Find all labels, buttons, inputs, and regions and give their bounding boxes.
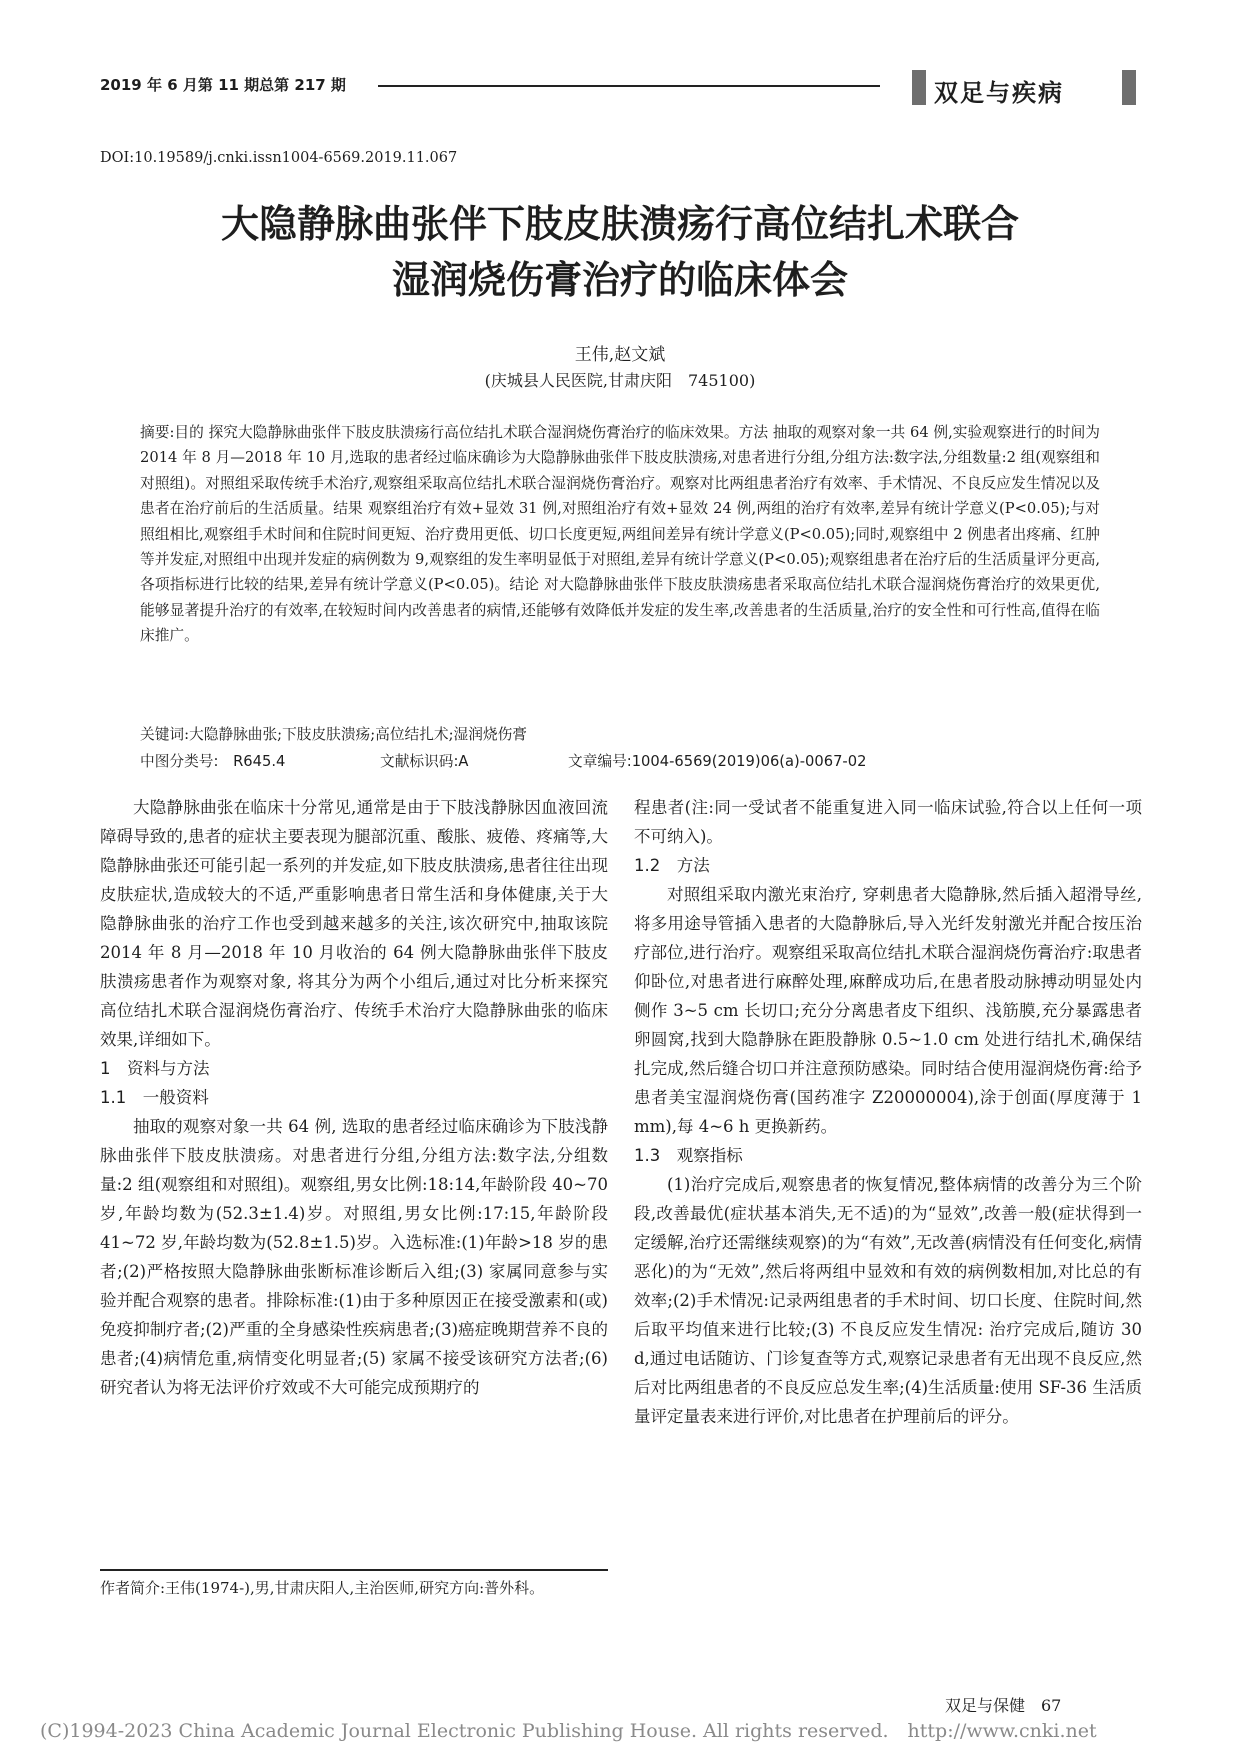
article-title (100, 196, 1140, 308)
authors: 王伟,赵文斌 (574, 345, 666, 365)
header-block-left (912, 70, 926, 105)
continued-paragraph: 程患者(注:同一受试者不能重复进入同一临床试验,符合以上任何一项不可纳入)。 (634, 798, 1142, 846)
header-rule (378, 85, 880, 87)
section-heading-1-2: 1.2 方法 (634, 856, 710, 875)
footnote-rule (100, 1569, 608, 1571)
article-number: 文章编号:1004-6569(2019)06(a)-0067-02 (568, 753, 867, 770)
intro-paragraph: 大隐静脉曲张在临床十分常见,通常是由于下肢浅静脉因血液回流障碍导致的,患者的症状主要表现为腿部沉重、酸胀、疲倦、疼痛等,大隐静脉曲张还可能引起一系列的并发症,如下肢皮肤溃疡,患者往往出现皮肤症状,造成较大的不适,严重影响患者日常生活和身体健康,关于大隐静脉曲张的治疗工作也受到越来越多的关注,该次研究中,抽取该院 2014 年 8 月—2018 年 10 月收治的 64 例大隐静脉曲张伴下肢皮肤溃疡患者作为观察对象, 将其分为两个小组后,通过对比分析来探究高位结扎术联合湿润烧伤膏治疗、传统手术治疗大隐静脉曲张的临床效果,详细如下。 (100, 798, 608, 1049)
clc-number: 中图分类号: R645.4 (140, 753, 286, 770)
section-heading-1: 1 资料与方法 (100, 1059, 210, 1078)
section-heading-1-1: 1.1 一般资料 (100, 1088, 209, 1107)
indicators-paragraph: (1)治疗完成后,观察患者的恢复情况,整体病情的改善分为三个阶段,改善最优(症状基本消失,无不适)的为“显效”,改善一般(症状得到一定缓解,治疗还需继续观察)的为“有效”,无改善(病情没有任何变化,病情恶化)的为“无效”,然后将两组中显效和有效的病例数相加,对比总的有效率;(2)手术情况:记录两组患者的手术时间、切口长度、住院时间,然后取平均值来进行比较;(3) 不良反应发生情况: 治疗完成后,随访 30 d,通过电话随访、门诊复查等方式,观察记录患者有无出现不良反应,然后对比两组患者的不良反应总发生率;(4)生活质量:使用 SF-36 生活质量评定量表来进行评价,对比患者在护理前后的评分。 (634, 1175, 1142, 1426)
methods-paragraph: 对照组采取内激光束治疗, 穿刺患者大隐静脉,然后插入超滑导丝,将多用途导管插入患者的大隐静脉后,导入光纤发射激光并配合按压治疗部位,进行治疗。观察组采取高位结扎术联合湿润烧伤膏治疗:取患者仰卧位,对患者进行麻醉处理,麻醉成功后,在患者股动脉搏动明显处内侧作 3~5 cm 长切口;充分分离患者皮下组织、浅筋膜,充分暴露患者卵圆窝,找到大隐静脉在距股静脉 0.5~1.0 cm 处进行结扎术,确保结扎完成,然后缝合切口并注意预防感染。同时结合使用湿润烧伤膏:给予患者美宝湿润烧伤膏(国药准字 Z20000004),涂于创面(厚度薄于 1 mm),每 4~6 h 更换新药。 (634, 885, 1142, 1136)
header-block-right (1122, 70, 1136, 105)
title-line-1: 大隐静脉曲张伴下肢皮肤溃疡行高位结扎术联合 (220, 202, 1019, 246)
abstract (140, 420, 1100, 649)
section-title: 双足与疾病 (934, 79, 1064, 107)
general-data-paragraph: 抽取的观察对象一共 64 例, 选取的患者经过临床确诊为下肢浅静脉曲张伴下肢皮肤溃疡。对患者进行分组,分组方法:数字法,分组数量:2 组(观察组和对照组)。观察组,男女比例:18:14,年龄阶段 40~70 岁,年龄均数为(52.3±1.4)岁。对照组,男女比例:17:15,年龄阶段 41~72 岁,年龄均数为(52.8±1.5)岁。入选标准:(1)年龄>18 岁的患者;(2)严格按照大隐静脉曲张断标准诊断后入组;(3) 家属同意参与实验并配合观察的患者。排除标准:(1)由于多种原因正在接受激素和(或)免疫抑制疗者;(2)严重的全身感染性疾病患者;(3)癌症晚期营养不良的患者;(4)病情危重,病情变化明显者;(5) 家属不接受该研究方法者;(6)研究者认为将无法评价疗效或不大可能完成预期疗的 (100, 1117, 608, 1397)
page-footer: 双足与保健 67 (945, 1696, 1062, 1715)
abstract-text: 摘要:目的 探究大隐静脉曲张伴下肢皮肤溃疡行高位结扎术联合湿润烧伤膏治疗的临床效果。方法 抽取的观察对象一共 64 例,实验观察进行的时间为 2014 年 8 月—2018 年 10 月,选取的患者经过临床确诊为大隐静脉曲张伴下肢皮肤溃疡,对患者进行分组,分组方法:数字法,分组数量:2 组(观察组和对照组)。对照组采取传统手术治疗,观察组采取高位结扎术联合湿润烧伤膏治疗。观察对比两组患者治疗有效率、手术情况、不良反应发生情况以及患者在治疗前后的生活质量。结果 观察组治疗有效+显效 31 例,对照组治疗有效+显效 24 例,两组的治疗有效率,差异有统计学意义(P<0.05);与对照组相比,观察组手术时间和住院时间更短、治疗费用更低、切口长度更短,两组间差异有统计学意义(P<0.05);同时,观察组中 2 例患者出疼痛、红肿等并发症,对照组中出现并发症的病例数为 9,观察组的发生率明显低于对照组,差异有统计学意义(P<0.05);观察组患者在治疗后的生活质量评分更高,各项指标进行比较的结果,差异有统计学意义(P<0.05)。结论 对大隐静脉曲张伴下肢皮肤溃疡患者采取高位结扎术联合湿润烧伤膏治疗的效果更优,能够显著提升治疗的有效率,在较短时间内改善患者的病情,还能够有效降低并发症的发生率,改善患者的生活质量,治疗的安全性和可行性高,值得在临床推广。 (140, 424, 1100, 645)
author-footnote: 作者简介:王伟(1974-),男,甘肃庆阳人,主治医师,研究方向:普外科。 (100, 1579, 545, 1597)
copyright-notice: (C)1994-2023 China Academic Journal Electronic Publishing House. All rights reserved. http://www.cnki.net (40, 1720, 1097, 1742)
left-column (100, 793, 608, 1402)
issue-info: 2019 年 6 月第 11 期总第 217 期 (100, 76, 346, 94)
right-column (634, 793, 1142, 1431)
section-heading-1-3: 1.3 观察指标 (634, 1146, 743, 1165)
doi: DOI:10.19589/j.cnki.issn1004-6569.2019.11.067 (100, 150, 458, 166)
title-line-2: 湿润烧伤膏治疗的临床体会 (391, 258, 848, 302)
affiliation: (庆城县人民医院,甘肃庆阳 745100) (484, 371, 756, 390)
keywords: 关键词:大隐静脉曲张;下肢皮肤溃疡;高位结扎术;湿润烧伤膏 (140, 726, 527, 743)
document-code: 文献标识码:A (380, 753, 469, 770)
